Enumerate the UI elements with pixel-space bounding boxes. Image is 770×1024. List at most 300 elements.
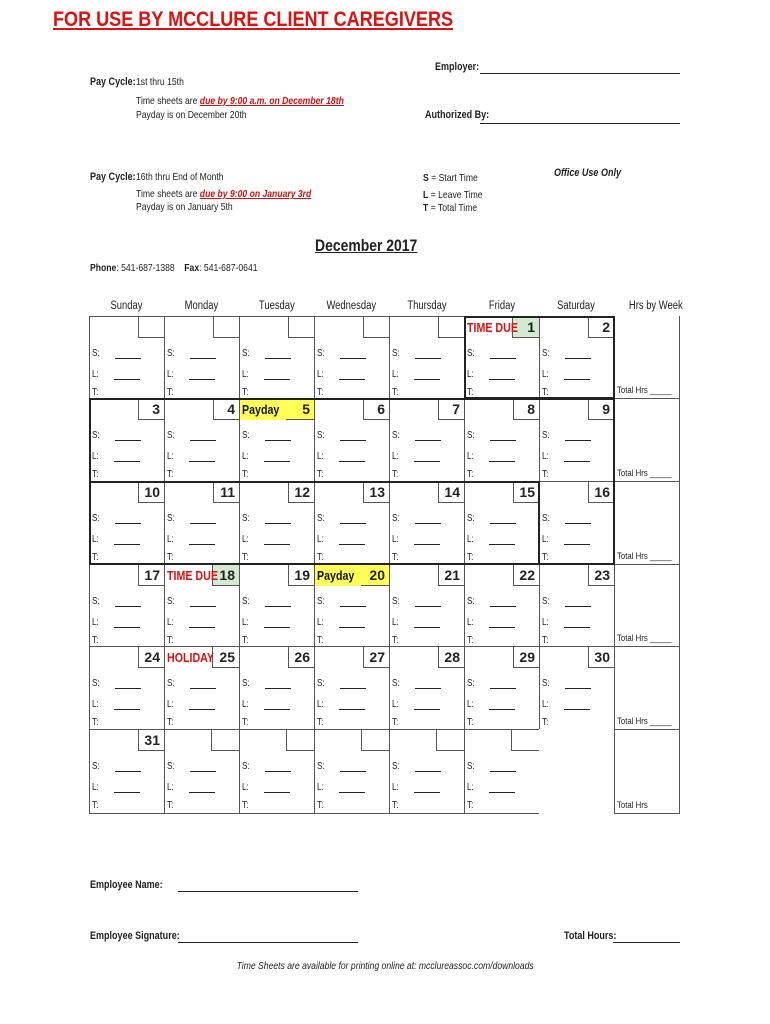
entry-t: T: xyxy=(242,635,249,646)
entry-s-field[interactable] xyxy=(490,598,516,607)
entry-s-field[interactable] xyxy=(490,432,516,441)
entry-s: S: xyxy=(542,348,591,359)
entry-t: T: xyxy=(542,635,549,646)
entry-t: T: xyxy=(92,387,99,398)
total-hrs-label: Total Hrs _____ xyxy=(617,385,672,396)
day-cell-2[interactable] xyxy=(539,316,615,399)
entry-l: L: xyxy=(542,451,590,462)
calendar-cell xyxy=(389,729,465,814)
entry-s-field[interactable] xyxy=(265,680,291,689)
entry-l: L: xyxy=(317,699,365,710)
entry-l: L: xyxy=(317,451,365,462)
day-cell-26[interactable] xyxy=(239,646,315,730)
total-hrs-label: Total Hrs _____ xyxy=(617,633,672,644)
entry-l: L: xyxy=(542,534,590,545)
calendar-cell xyxy=(164,316,240,399)
weekly-hours-cell[interactable] xyxy=(614,398,680,482)
pay-cycle-2-label: Pay Cycle: xyxy=(90,171,136,183)
calendar-cell xyxy=(464,729,540,814)
month-title: December 2017 xyxy=(315,236,418,255)
calendar-cell xyxy=(539,729,615,814)
day-number xyxy=(363,317,389,338)
day-number: 14 xyxy=(438,482,464,503)
pay-cycle-1-range: 1st thru 15th xyxy=(136,76,184,88)
entry-l-field[interactable] xyxy=(489,371,515,380)
employer-label: Employer: xyxy=(435,61,480,73)
day-cell-24[interactable] xyxy=(89,646,165,730)
entry-s: S: xyxy=(242,678,291,689)
entry-l-field[interactable] xyxy=(339,453,365,462)
entry-l-field[interactable] xyxy=(189,371,215,380)
entry-l: L: xyxy=(242,451,290,462)
entry-s: S: xyxy=(317,678,366,689)
day-cell-1[interactable] xyxy=(464,316,540,399)
entry-s-field[interactable] xyxy=(190,680,216,689)
entry-t: T: xyxy=(317,635,324,646)
entry-s: S: xyxy=(542,596,591,607)
entry-s: S: xyxy=(167,596,216,607)
entry-s-field[interactable] xyxy=(340,680,366,689)
entry-l-field[interactable] xyxy=(114,701,140,710)
day-number: 10 xyxy=(138,482,164,503)
day-cell-14[interactable] xyxy=(389,481,465,565)
entry-s: S: xyxy=(467,513,516,524)
entry-s-field[interactable] xyxy=(490,680,516,689)
day-number xyxy=(511,730,539,751)
entry-s-field[interactable] xyxy=(190,432,216,441)
entry-l-field[interactable] xyxy=(489,536,515,545)
entry-s-field[interactable] xyxy=(565,598,591,607)
entry-t: T: xyxy=(92,552,99,563)
entry-s: S: xyxy=(92,596,141,607)
entry-l-field[interactable] xyxy=(339,371,365,380)
entry-s-field[interactable] xyxy=(265,350,291,359)
holiday-badge: HOLIDAY xyxy=(167,650,214,665)
day-number: 9 xyxy=(588,399,614,420)
total-hours-label: Total Hours: xyxy=(564,930,617,942)
entry-t: T: xyxy=(467,717,474,728)
entry-l-field[interactable] xyxy=(414,371,440,380)
entry-l-field[interactable] xyxy=(489,619,515,628)
entry-t: T: xyxy=(92,717,99,728)
day-header: Saturday xyxy=(557,300,596,312)
legend-leave: L = Leave Time xyxy=(423,189,483,201)
authorized-field[interactable] xyxy=(480,123,680,124)
entry-l-field[interactable] xyxy=(414,536,440,545)
entry-s: S: xyxy=(317,761,366,772)
entry-t: T: xyxy=(392,717,399,728)
entry-t: T: xyxy=(392,387,399,398)
day-cell-5[interactable] xyxy=(239,398,315,482)
day-header: Hrs by Week xyxy=(628,300,683,312)
day-header: Tuesday xyxy=(258,300,295,312)
entry-t: T: xyxy=(92,800,99,811)
day-cell-11[interactable] xyxy=(164,481,240,565)
day-cell-6[interactable] xyxy=(314,398,390,482)
calendar-grid xyxy=(89,316,680,813)
calendar-cell xyxy=(239,729,315,814)
entry-l-field[interactable] xyxy=(114,453,140,462)
entry-s-field[interactable] xyxy=(265,763,291,772)
pay-cycle-1-payday: Payday is on December 20th xyxy=(136,109,247,121)
day-number: 19 xyxy=(288,565,314,586)
day-cell-28[interactable] xyxy=(389,646,465,730)
entry-s: S: xyxy=(242,513,291,524)
day-cell-21[interactable] xyxy=(389,564,465,647)
entry-s-field[interactable] xyxy=(115,680,141,689)
entry-t: T: xyxy=(392,800,399,811)
entry-s-field[interactable] xyxy=(415,350,441,359)
day-number: 13 xyxy=(363,482,389,503)
day-header: Friday xyxy=(488,300,515,312)
entry-s-field[interactable] xyxy=(565,515,591,524)
entry-s-field[interactable] xyxy=(565,350,591,359)
entry-s-field[interactable] xyxy=(340,350,366,359)
entry-t: T: xyxy=(317,552,324,563)
entry-l-field[interactable] xyxy=(189,536,215,545)
entry-l-field[interactable] xyxy=(564,701,590,710)
entry-l-field[interactable] xyxy=(189,784,215,793)
entry-s: S: xyxy=(467,761,516,772)
entry-s-field[interactable] xyxy=(415,598,441,607)
entry-t: T: xyxy=(317,717,324,728)
entry-s: S: xyxy=(242,430,291,441)
pay-cycle-1-due: Time sheets are due by 9:00 a.m. on December 18th xyxy=(136,95,344,107)
calendar-cell xyxy=(389,316,465,399)
day-number: 21 xyxy=(438,565,464,586)
entry-t: T: xyxy=(542,469,549,480)
entry-l: L: xyxy=(542,699,590,710)
entry-s: S: xyxy=(467,430,516,441)
entry-s: S: xyxy=(242,596,291,607)
entry-s-field[interactable] xyxy=(115,515,141,524)
day-cell-27[interactable] xyxy=(314,646,390,730)
day-number: 29 xyxy=(513,647,539,668)
employee-signature-label: Employee Signature: xyxy=(90,930,180,942)
entry-l: L: xyxy=(392,451,440,462)
entry-s-field[interactable] xyxy=(415,680,441,689)
entry-l: L: xyxy=(317,534,365,545)
entry-t: T: xyxy=(242,717,249,728)
entry-t: T: xyxy=(167,635,174,646)
entry-l-field[interactable] xyxy=(264,453,290,462)
entry-s: S: xyxy=(467,348,516,359)
entry-l-field[interactable] xyxy=(564,536,590,545)
entry-l: L: xyxy=(317,369,365,380)
entry-s-field[interactable] xyxy=(115,350,141,359)
entry-t: T: xyxy=(242,800,249,811)
calendar-cell xyxy=(314,729,390,814)
day-header: Sunday xyxy=(110,300,143,312)
entry-l: L: xyxy=(467,451,515,462)
day-cell-13[interactable] xyxy=(314,481,390,565)
weekly-hours-cell[interactable] xyxy=(614,564,680,647)
day-cell-31[interactable] xyxy=(89,729,165,814)
entry-l-field[interactable] xyxy=(339,536,365,545)
calendar-cell xyxy=(164,729,240,814)
employee-name-field[interactable] xyxy=(178,891,358,892)
total-hrs-label: Total Hrs xyxy=(617,800,648,811)
entry-l: L: xyxy=(392,699,440,710)
entry-l-field[interactable] xyxy=(264,619,290,628)
day-cell-7[interactable] xyxy=(389,398,465,482)
day-number xyxy=(361,730,389,751)
entry-t: T: xyxy=(467,800,474,811)
day-header: Monday xyxy=(184,300,219,312)
day-number: 24 xyxy=(138,647,164,668)
entry-l-field[interactable] xyxy=(489,784,515,793)
day-cell-29[interactable] xyxy=(464,646,540,730)
day-number: 2 xyxy=(588,317,614,338)
day-number: 20 xyxy=(360,565,389,586)
entry-s-field[interactable] xyxy=(190,515,216,524)
entry-l: L: xyxy=(92,699,140,710)
entry-l: L: xyxy=(167,699,215,710)
entry-l-field[interactable] xyxy=(264,701,290,710)
employer-field[interactable] xyxy=(480,73,680,74)
day-cell-12[interactable] xyxy=(239,481,315,565)
entry-l-field[interactable] xyxy=(114,784,140,793)
entry-s-field[interactable] xyxy=(190,763,216,772)
entry-s-field[interactable] xyxy=(265,598,291,607)
entry-t: T: xyxy=(392,469,399,480)
day-number: 26 xyxy=(288,647,314,668)
entry-t: T: xyxy=(167,800,174,811)
entry-t: T: xyxy=(167,717,174,728)
entry-t: T: xyxy=(542,387,549,398)
employee-name-label: Employee Name: xyxy=(90,879,163,891)
entry-l: L: xyxy=(92,369,140,380)
entry-l: L: xyxy=(392,534,440,545)
payday-badge: Payday xyxy=(315,565,361,586)
day-number: 28 xyxy=(438,647,464,668)
total-hrs-label: Total Hrs _____ xyxy=(617,716,672,727)
entry-s: S: xyxy=(467,678,516,689)
entry-l: L: xyxy=(167,782,215,793)
entry-s: S: xyxy=(542,678,591,689)
day-cell-10[interactable] xyxy=(89,481,165,565)
day-cell-25[interactable] xyxy=(164,646,240,730)
entry-t: T: xyxy=(467,635,474,646)
day-cell-18[interactable] xyxy=(164,564,240,647)
entry-l: L: xyxy=(92,617,140,628)
entry-l-field[interactable] xyxy=(414,619,440,628)
weekly-hours-cell[interactable] xyxy=(614,481,680,565)
total-hrs-label: Total Hrs _____ xyxy=(617,468,672,479)
entry-s: S: xyxy=(542,430,591,441)
day-cell-22[interactable] xyxy=(464,564,540,647)
entry-s: S: xyxy=(167,761,216,772)
entry-s-field[interactable] xyxy=(490,515,516,524)
entry-s-field[interactable] xyxy=(490,350,516,359)
total-hrs-label: Total Hrs _____ xyxy=(617,551,672,562)
entry-t: T: xyxy=(92,635,99,646)
entry-l: L: xyxy=(467,782,515,793)
entry-l: L: xyxy=(542,617,590,628)
entry-l: L: xyxy=(392,782,440,793)
day-number: 16 xyxy=(588,482,614,503)
entry-s-field[interactable] xyxy=(265,432,291,441)
entry-s-field[interactable] xyxy=(415,763,441,772)
day-number: 18 xyxy=(212,565,239,586)
day-number: 17 xyxy=(138,565,164,586)
contact-line: Phone: 541-687-1388 Fax: 541-687-0641 xyxy=(90,262,258,274)
entry-t: T: xyxy=(317,469,324,480)
entry-s: S: xyxy=(92,430,141,441)
entry-s-field[interactable] xyxy=(415,515,441,524)
entry-t: T: xyxy=(542,717,549,728)
entry-t: T: xyxy=(92,469,99,480)
entry-s: S: xyxy=(167,513,216,524)
day-number xyxy=(211,730,239,751)
entry-l-field[interactable] xyxy=(189,619,215,628)
pay-cycle-2-payday: Payday is on January 5th xyxy=(136,201,233,213)
entry-l: L: xyxy=(92,534,140,545)
entry-s: S: xyxy=(317,513,366,524)
entry-s: S: xyxy=(167,430,216,441)
footer-note: Time Sheets are available for printing online at: mcclureassoc.com/downloads xyxy=(236,960,534,972)
entry-l: L: xyxy=(92,451,140,462)
entry-t: T: xyxy=(167,469,174,480)
entry-l: L: xyxy=(392,369,440,380)
entry-s-field[interactable] xyxy=(190,350,216,359)
time-due-badge: TIME DUE xyxy=(167,568,218,583)
entry-l-field[interactable] xyxy=(414,701,440,710)
entry-s-field[interactable] xyxy=(190,598,216,607)
entry-t: T: xyxy=(242,552,249,563)
entry-s: S: xyxy=(392,348,441,359)
entry-l-field[interactable] xyxy=(114,619,140,628)
entry-l: L: xyxy=(242,782,290,793)
entry-s-field[interactable] xyxy=(340,432,366,441)
day-cell-8[interactable] xyxy=(464,398,540,482)
day-number: 12 xyxy=(288,482,314,503)
entry-l: L: xyxy=(167,451,215,462)
total-hours-field[interactable] xyxy=(613,942,680,943)
entry-l-field[interactable] xyxy=(489,701,515,710)
authorized-label: Authorized By: xyxy=(425,109,490,121)
entry-l-field[interactable] xyxy=(339,784,365,793)
day-number: 4 xyxy=(213,399,239,420)
entry-t: T: xyxy=(242,469,249,480)
entry-s-field[interactable] xyxy=(340,598,366,607)
calendar-cell xyxy=(89,316,165,399)
legend-total: T = Total Time xyxy=(423,202,478,214)
entry-l-field[interactable] xyxy=(414,453,440,462)
entry-l: L: xyxy=(167,617,215,628)
entry-t: T: xyxy=(167,552,174,563)
day-number xyxy=(587,729,615,750)
entry-s: S: xyxy=(317,596,366,607)
entry-l: L: xyxy=(467,699,515,710)
day-number: 5 xyxy=(285,399,314,420)
entry-l-field[interactable] xyxy=(414,784,440,793)
day-number xyxy=(436,730,464,751)
day-number: 25 xyxy=(212,647,239,668)
day-cell-20[interactable] xyxy=(314,564,390,647)
entry-l-field[interactable] xyxy=(189,453,215,462)
day-cell-17[interactable] xyxy=(89,564,165,647)
entry-l-field[interactable] xyxy=(189,701,215,710)
entry-t: T: xyxy=(467,387,474,398)
entry-s-field[interactable] xyxy=(565,432,591,441)
entry-s-field[interactable] xyxy=(115,763,141,772)
entry-l: L: xyxy=(467,617,515,628)
entry-l: L: xyxy=(317,782,365,793)
legend-start: S = Start Time xyxy=(423,172,478,184)
entry-l-field[interactable] xyxy=(564,371,590,380)
day-number xyxy=(288,317,314,338)
entry-s-field[interactable] xyxy=(115,432,141,441)
entry-s-field[interactable] xyxy=(565,680,591,689)
entry-s: S: xyxy=(392,513,441,524)
day-number: 30 xyxy=(588,647,614,668)
weekly-hours-cell[interactable] xyxy=(614,646,680,730)
entry-s: S: xyxy=(392,678,441,689)
pay-cycle-1-label: Pay Cycle: xyxy=(90,76,136,88)
entry-l-field[interactable] xyxy=(564,453,590,462)
entry-s-field[interactable] xyxy=(115,598,141,607)
day-number: 23 xyxy=(588,565,614,586)
entry-l-field[interactable] xyxy=(564,619,590,628)
entry-s-field[interactable] xyxy=(265,515,291,524)
day-number: 31 xyxy=(138,730,164,751)
day-number: 22 xyxy=(513,565,539,586)
entry-l-field[interactable] xyxy=(114,371,140,380)
entry-s: S: xyxy=(392,761,441,772)
employee-signature-field[interactable] xyxy=(178,942,358,943)
entry-l: L: xyxy=(392,617,440,628)
pay-cycle-2-due: Time sheets are due by 9:00 on January 3rd xyxy=(136,188,312,200)
entry-l-field[interactable] xyxy=(339,619,365,628)
entry-t: T: xyxy=(392,635,399,646)
entry-s: S: xyxy=(167,678,216,689)
weekly-hours-cell[interactable] xyxy=(614,316,680,399)
day-cell-3[interactable] xyxy=(89,398,165,482)
entry-l-field[interactable] xyxy=(489,453,515,462)
entry-s: S: xyxy=(92,678,141,689)
entry-l-field[interactable] xyxy=(264,784,290,793)
entry-s-field[interactable] xyxy=(340,763,366,772)
entry-l-field[interactable] xyxy=(264,371,290,380)
entry-s-field[interactable] xyxy=(415,432,441,441)
entry-s: S: xyxy=(392,596,441,607)
day-number: 6 xyxy=(363,399,389,420)
entry-l-field[interactable] xyxy=(114,536,140,545)
page-title: FOR USE BY MCCLURE CLIENT CAREGIVERS xyxy=(53,8,454,31)
day-cell-15[interactable] xyxy=(464,481,540,565)
day-cell-19[interactable] xyxy=(239,564,315,647)
time-due-badge: TIME DUE xyxy=(467,320,518,335)
entry-l-field[interactable] xyxy=(339,701,365,710)
entry-l: L: xyxy=(542,369,590,380)
entry-s-field[interactable] xyxy=(490,763,516,772)
day-number: 11 xyxy=(213,482,239,503)
day-cell-4[interactable] xyxy=(164,398,240,482)
weekly-hours-cell[interactable] xyxy=(614,729,680,814)
entry-t: T: xyxy=(392,552,399,563)
day-cell-30[interactable] xyxy=(539,646,615,730)
calendar-cell xyxy=(314,316,390,399)
entry-l-field[interactable] xyxy=(264,536,290,545)
entry-s: S: xyxy=(317,430,366,441)
day-cell-16[interactable] xyxy=(539,481,615,565)
entry-t: T: xyxy=(467,469,474,480)
entry-s-field[interactable] xyxy=(340,515,366,524)
entry-l: L: xyxy=(167,534,215,545)
day-cell-9[interactable] xyxy=(539,398,615,482)
day-cell-23[interactable] xyxy=(539,564,615,647)
